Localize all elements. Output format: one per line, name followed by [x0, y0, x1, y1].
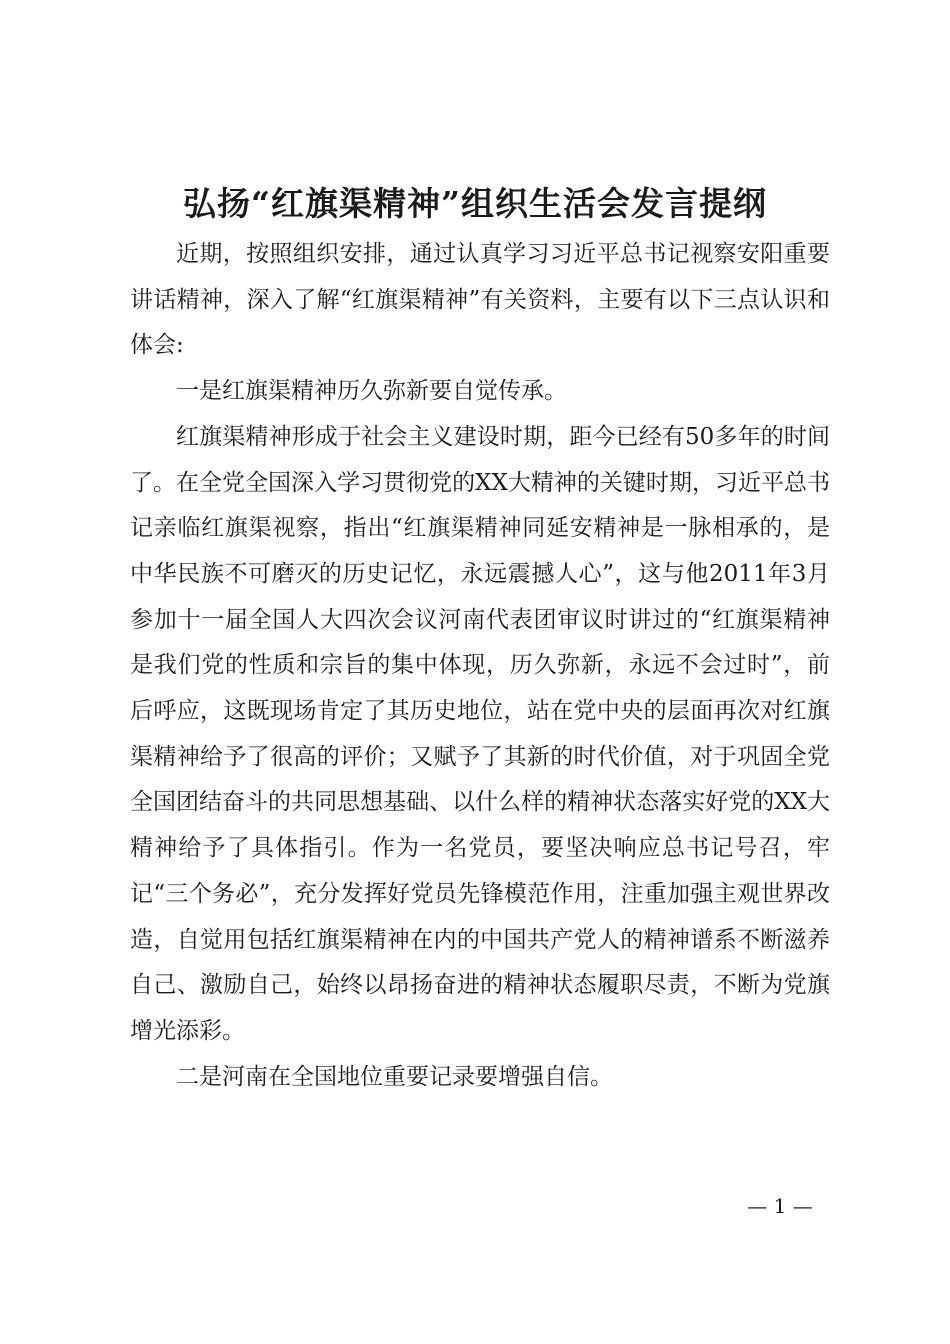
document-title: 弘扬“红旗渠精神”组织生活会发言提纲: [183, 184, 767, 223]
document-body: [130, 232, 830, 1100]
paragraph-main: 红旗渠精神形成于社会主义建设时期，距今已经有50多年的时间了。在全党全国深入学习贯彻党的XX大精神的关键时期，习近平总书记亲临红旗渠视察，指出“红旗渠精神同延安精神是一脉相承的，是中华民族不可磨灭的历史记忆，永远震撼人心”，这与他2011年3月参加十一届全国人大四次会议河南代表团审议时讲过的“红旗渠精神是我们党的性质和宗旨的集中体现，历久弥新，永远不会过时”，前后呼应，这既现场肯定了其历史地位，站在党中央的层面再次对红旗渠精神给予了很高的评价；又赋予了其新的时代价值，对于巩固全党全国团结奋斗的共同思想基础、以什么样的精神状态落实好党的XX大精神给予了具体指引。作为一名党员，要坚决响应总书记号召，牢记“三个务必”，充分发挥好党员先锋模范作用，注重加强主观世界改造，自觉用包括红旗渠精神在内的中国共产党人的精神谱系不断滋养自己、激励自己，始终以昂扬奋进的精神状态履职尽责，不断为党旗增光添彩。: [130, 423, 830, 1044]
page-number: — 1 —: [747, 1194, 813, 1218]
paragraph-heading-two: 二是河南在全国地位重要记录要增强自信。: [176, 1063, 613, 1090]
paragraph-heading-one: 一是红旗渠精神历久弥新要自觉传承。: [176, 378, 567, 405]
paragraph-intro: 近期，按照组织安排，通过认真学习习近平总书记视察安阳重要讲话精神，深入了解“红旗渠精神”有关资料，主要有以下三点认识和体会:: [130, 241, 830, 359]
